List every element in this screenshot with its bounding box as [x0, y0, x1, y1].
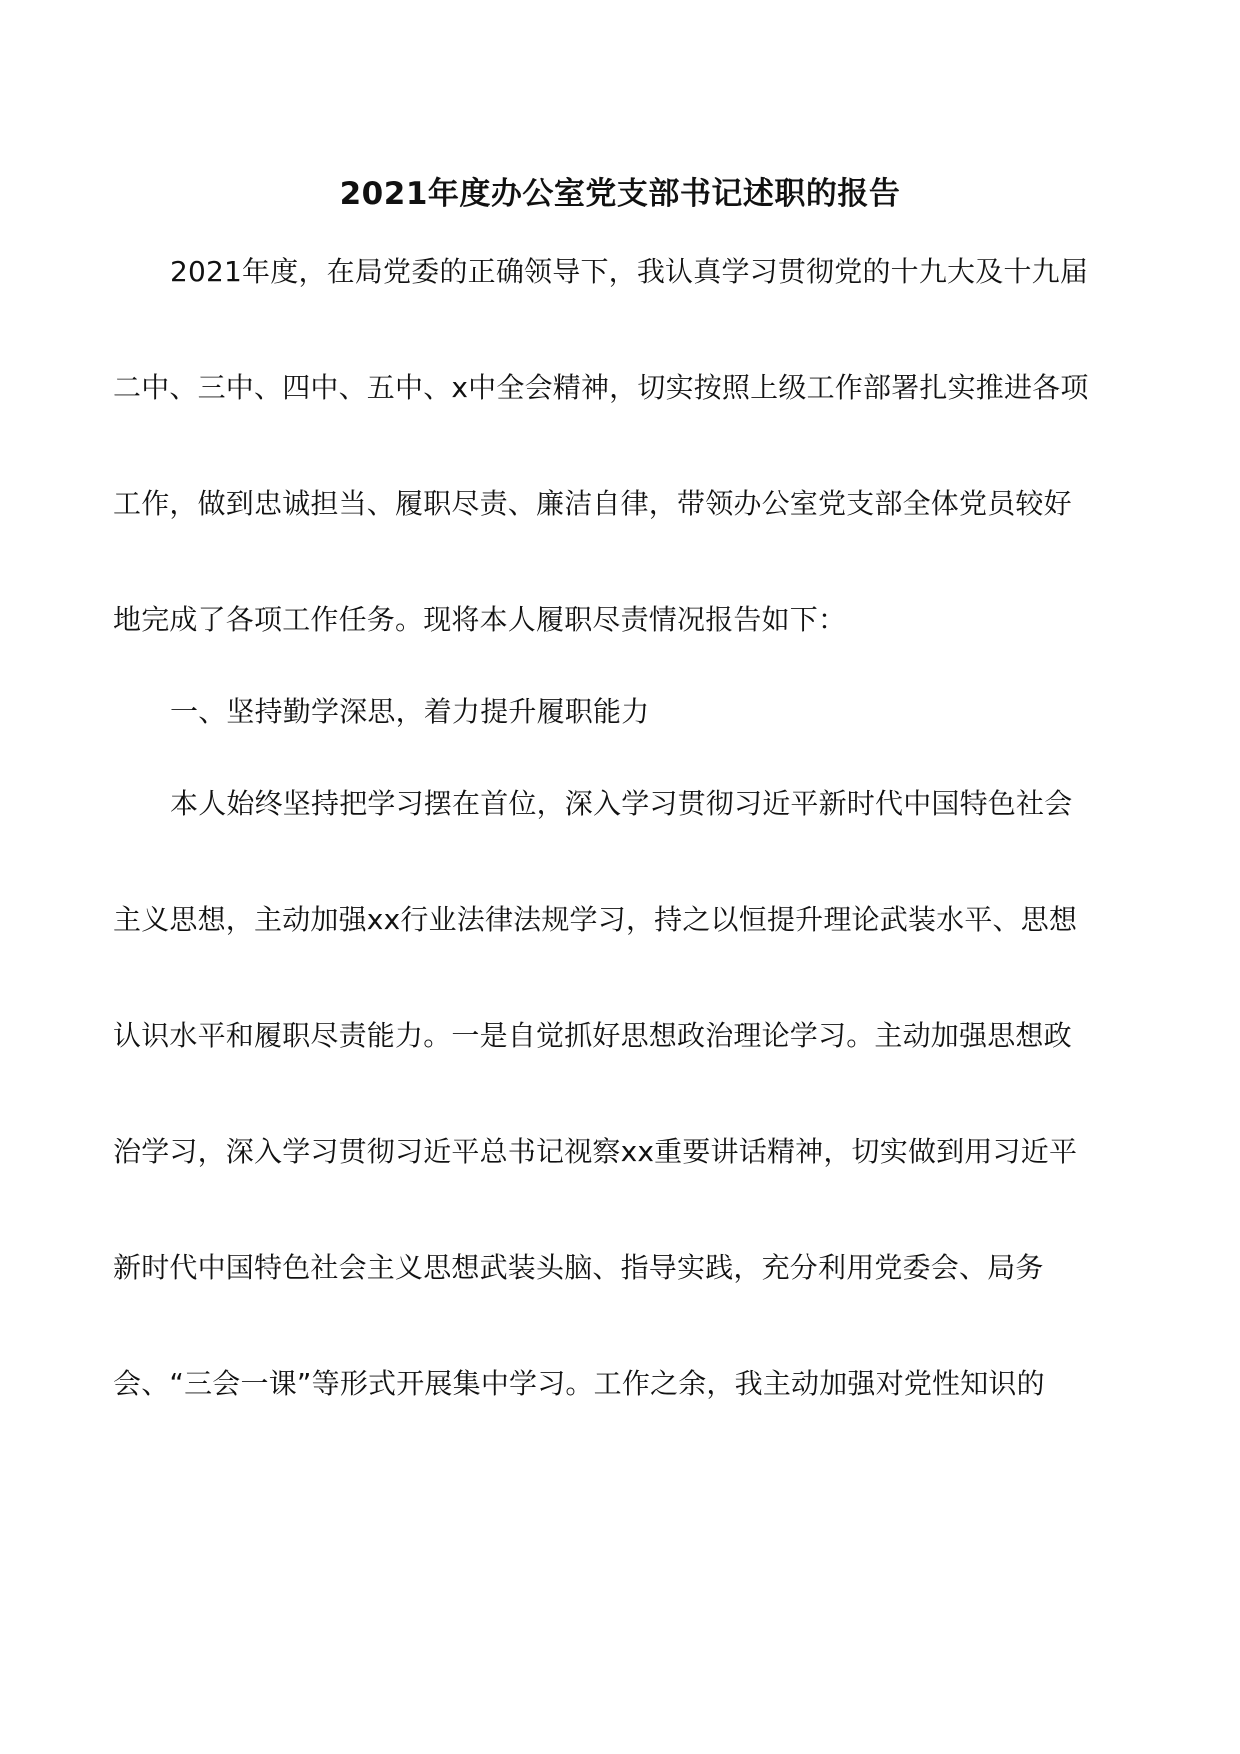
paragraph-line: 2021年度，在局党委的正确领导下，我认真学习贯彻党的十九大及十九届 [170, 255, 1089, 288]
paragraph-line: 会、“三会一课”等形式开展集中学习。工作之余，我主动加强对党性知识的 [113, 1367, 1045, 1400]
paragraph-line: 认识水平和履职尽责能力。一是自觉抓好思想政治理论学习。主动加强思想政 [113, 1019, 1072, 1052]
paragraph-line: 工作，做到忠诚担当、履职尽责、廉洁自律，带领办公室党支部全体党员较好 [113, 487, 1072, 520]
paragraph-line: 本人始终坚持把学习摆在首位，深入学习贯彻习近平新时代中国特色社会 [170, 787, 1073, 820]
document-title: 2021年度办公室党支部书记述职的报告 [339, 176, 901, 212]
paragraph-line: 地完成了各项工作任务。现将本人履职尽责情况报告如下： [113, 603, 847, 636]
section-heading: 一、坚持勤学深思，着力提升履职能力 [170, 695, 650, 728]
paragraph-line: 治学习，深入学习贯彻习近平总书记视察xx重要讲话精神，切实做到用习近平 [113, 1135, 1078, 1168]
paragraph-line: 二中、三中、四中、五中、x中全会精神，切实按照上级工作部署扎实推进各项 [113, 371, 1089, 404]
paragraph-line: 主义思想，主动加强xx行业法律法规学习，持之以恒提升理论武装水平、思想 [113, 903, 1078, 936]
paragraph-line: 新时代中国特色社会主义思想武装头脑、指导实践，充分利用党委会、局务 [113, 1251, 1044, 1284]
